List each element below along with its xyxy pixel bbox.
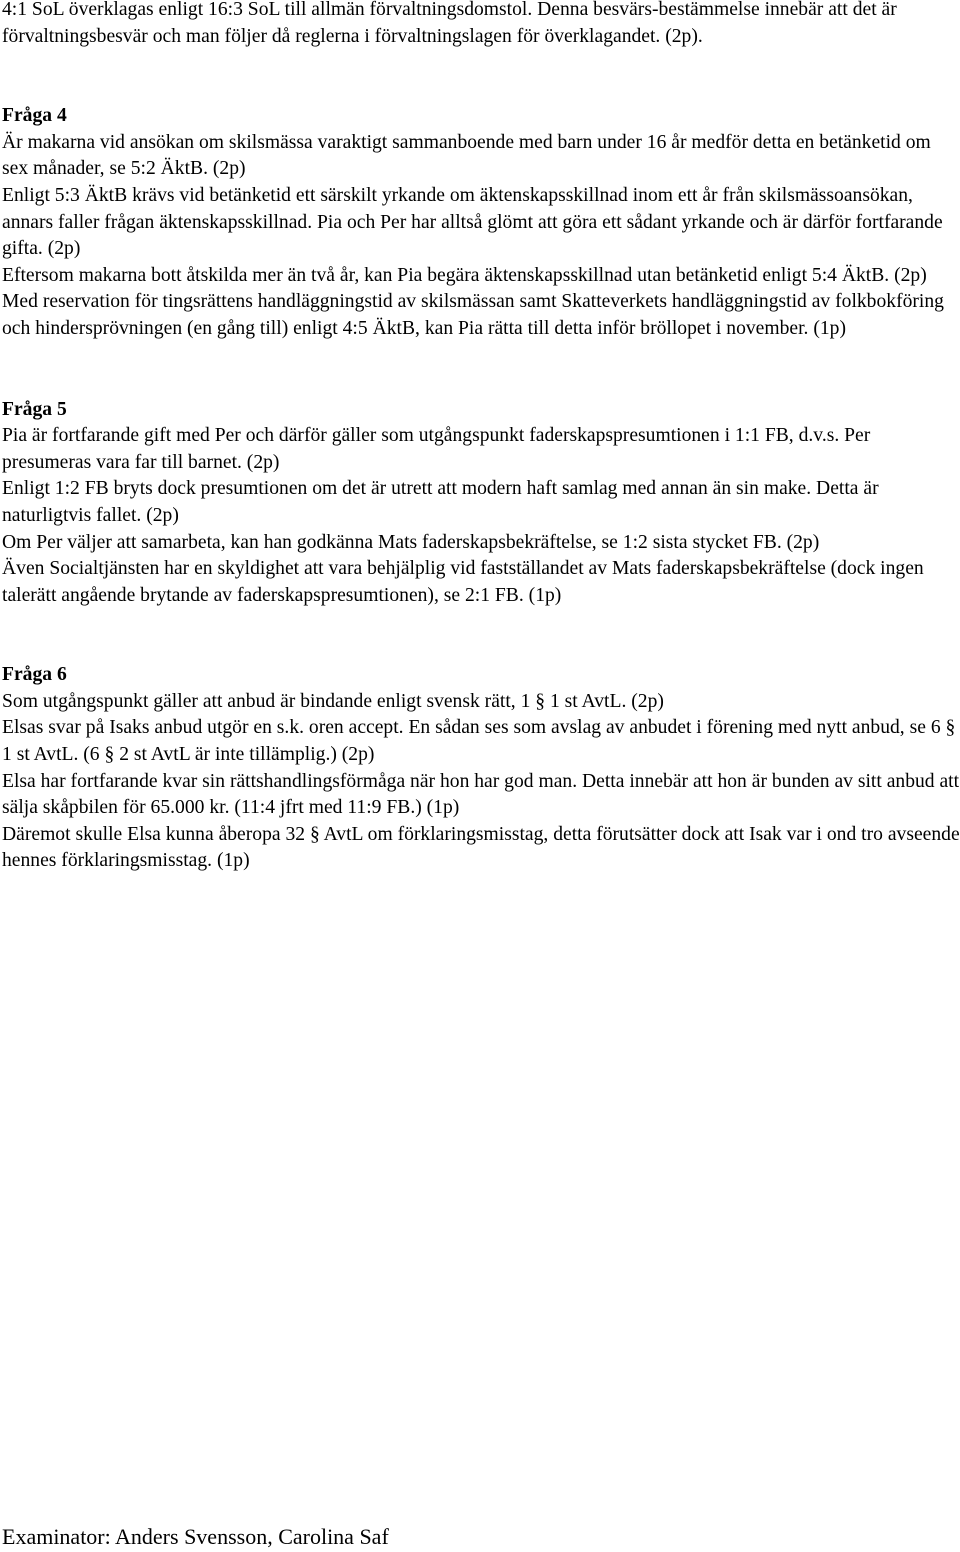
question-4-paragraph: Enligt 5:3 ÄktB krävs vid betänketid ett särskilt yrkande om äktenskapsskillnad inom ett år från skilsmässoansökan, annars faller frågan äktenskapsskillnad. Pia och Per har alltså glömt att göra ett sådant yrkande och är därför fortfarande gifta. (2p) <box>2 184 943 260</box>
question-6-paragraph: Elsas svar på Isaks anbud utgör en s.k. oren accept. En sådan ses som avslag av anbudet i förening med nytt anbud, se 6 § 1 st AvtL. (6 § 2 st AvtL är inte tillämplig.) (2p) <box>2 717 956 766</box>
question-5-heading: Fråga 5 <box>2 398 67 420</box>
question-6-paragraph: Däremot skulle Elsa kunna åberopa 32 § AvtL om förklaringsmisstag, detta förutsätter dock att Isak var i ond tro avseende hennes förklaringsmisstag. (1p) <box>2 823 960 872</box>
question-6-section <box>2 662 960 875</box>
question-5-paragraph: Enligt 1:2 FB bryts dock presumtionen om det är utrett att modern haft samlag med annan än sin make. Detta är naturligtvis fallet. (2p) <box>2 478 879 526</box>
question-4-paragraph: Med reservation för tingsrättens handläggningstid av skilsmässan samt Skatteverkets handläggningstid av folkbokföring och hindersprövningen (en gång till) enligt 4:5 ÄktB, kan Pia rätta till detta inför bröllopet i november. (1p) <box>2 291 944 339</box>
spacer <box>2 50 960 103</box>
question-6-heading: Fråga 6 <box>2 664 67 686</box>
question-4-paragraph: Är makarna vid ansökan om skilsmässa varaktigt sammanboende med barn under 16 år medför detta en betänketid om sex månader, se 5:2 ÄktB. (2p) <box>2 131 931 180</box>
question-4-paragraph: Eftersom makarna bott åtskilda mer än två år, kan Pia begära äktenskapsskillnad utan betänketid enligt 5:4 ÄktB. (2p) <box>2 264 927 286</box>
intro-paragraph: 4:1 SoL överklagas enligt 16:3 SoL till allmän förvaltningsdomstol. Denna besvärs-bestämmelse innebär att det är förvaltningsbesvär och man följer då reglerna i förvaltningslagen för överklagandet. (2p). <box>2 0 897 47</box>
question-6-paragraph: Som utgångspunkt gäller att anbud är bindande enligt svensk rätt, 1 § 1 st AvtL. (2p) <box>2 690 664 712</box>
question-5-section <box>2 397 960 610</box>
question-4-heading: Fråga 4 <box>2 105 67 127</box>
question-5-paragraph: Pia är fortfarande gift med Per och därför gäller som utgångspunkt faderskapspresumtionen i 1:1 FB, d.v.s. Per presumeras vara far till barnet. (2p) <box>2 425 871 473</box>
intro-section <box>2 0 960 50</box>
spacer <box>2 609 960 662</box>
question-5-paragraph: Även Socialtjänsten har en skyldighet att vara behjälplig vid fastställandet av Mats faderskapsbekräftelse (dock ingen talerätt angående brytande av faderskapspresumtionen), se 2:1 FB. (1p) <box>2 558 924 606</box>
question-4-section <box>2 103 960 342</box>
question-6-paragraph: Elsa har fortfarande kvar sin rättshandlingsförmåga när hon har god man. Detta innebär att hon är bunden av sitt anbud att sälja skåpbilen för 65.000 kr. (11:4 jfrt med 11:9 FB.) (1p) <box>2 770 960 819</box>
examiner-footer: Examinator: Anders Svensson, Carolina Saf <box>2 1524 389 1549</box>
question-5-paragraph: Om Per väljer att samarbeta, kan han godkänna Mats faderskapsbekräftelse, se 1:2 sista stycket FB. (2p) <box>2 531 820 553</box>
spacer <box>2 343 960 397</box>
